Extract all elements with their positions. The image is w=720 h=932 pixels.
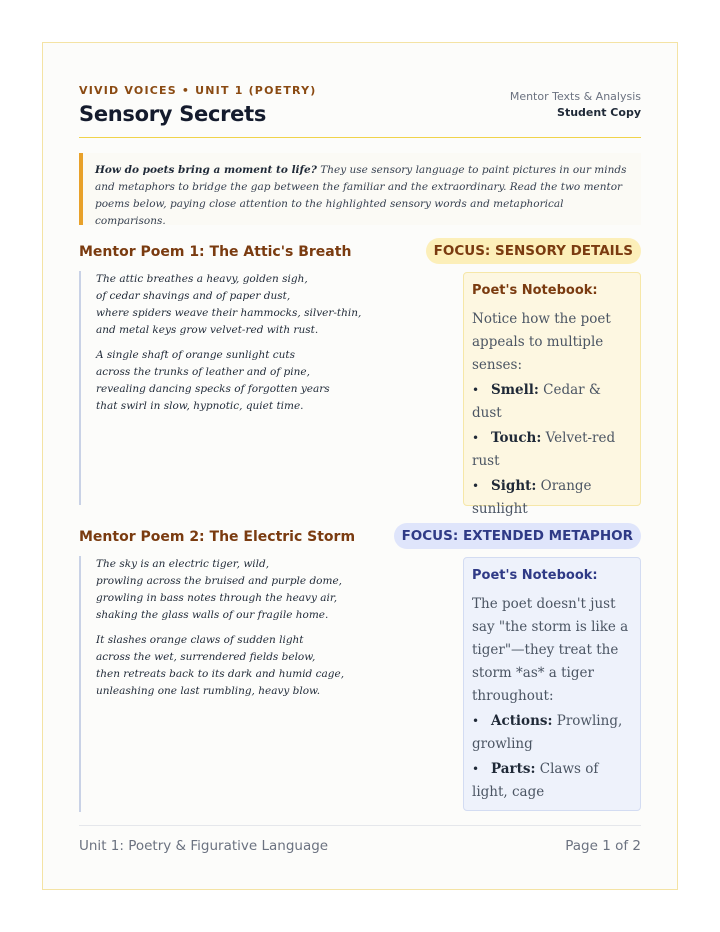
item-value: Claws of light, cage [472, 761, 599, 800]
poem-line: revealing dancing specks of forgotten years [96, 383, 330, 395]
list-item [472, 758, 632, 804]
poem-line: and metal keys grow velvet-red with rust. [96, 324, 319, 336]
page-title: Sensory Secrets [79, 102, 267, 126]
stanza [96, 632, 409, 700]
poets-notebook [463, 272, 641, 517]
item-label: Touch: [491, 430, 542, 446]
poem-line: unleashing one last rumbling, heavy blow. [96, 685, 321, 697]
item-label: Sight: [491, 478, 537, 494]
poets-notebook [463, 557, 641, 811]
poem-title: Mentor Poem 2: The Electric Storm [79, 529, 356, 545]
notebook-list [472, 710, 632, 804]
header-meta [510, 90, 641, 119]
list-item [472, 475, 632, 521]
notebook-title: Poet's Notebook: [472, 283, 598, 298]
poem-text [79, 556, 409, 812]
focus-badge: FOCUS: EXTENDED METAPHOR [394, 523, 641, 549]
poem-line: It slashes orange claws of sudden light [96, 634, 304, 646]
poem-line: prowling across the bruised and purple dome, [96, 575, 343, 587]
bullet-icon: • [472, 383, 480, 397]
poem-title: Mentor Poem 1: The Attic's Breath [79, 244, 352, 260]
notebook-title: Poet's Notebook: [472, 568, 598, 583]
bullet-icon: • [472, 431, 480, 445]
page-number: Page 1 of 2 [565, 838, 641, 854]
bullet-icon: • [472, 479, 480, 493]
poem-text [79, 271, 409, 505]
worksheet-page [42, 42, 678, 890]
item-value: Velvet-red rust [472, 430, 616, 469]
stanza [96, 271, 409, 339]
unit-eyebrow: VIVID VOICES • UNIT 1 (POETRY) [79, 84, 317, 97]
poem-line: that swirl in slow, hypnotic, quiet time. [96, 400, 304, 412]
poem-line: across the trunks of leather and of pine, [96, 366, 310, 378]
page-header [79, 84, 641, 138]
bullet-icon: • [472, 762, 480, 776]
item-label: Parts: [491, 761, 536, 777]
intro-lead: How do poets bring a moment to life? [95, 164, 317, 176]
list-item [472, 710, 632, 756]
meta-copy-label: Student Copy [557, 106, 641, 119]
poem-line: A single shaft of orange sunlight cuts [96, 349, 296, 361]
poem-line: then retreats back to its dark and humid cage, [96, 668, 345, 680]
list-item [472, 427, 632, 473]
notebook-text: Notice how the poet appeals to multiple senses: [472, 311, 611, 373]
page-footer [79, 825, 641, 854]
item-label: Actions: [491, 713, 553, 729]
item-value: Orange sunlight [472, 478, 592, 517]
poem-line: The attic breathes a heavy, golden sigh, [96, 273, 308, 285]
meta-subtitle: Mentor Texts & Analysis [509, 90, 641, 103]
intro-callout [79, 153, 641, 225]
list-item [472, 379, 632, 425]
notebook-text: The poet doesn't just say "the storm is like a tiger"—they treat the storm *as* a tiger throughout: [472, 596, 629, 704]
notebook-list [472, 379, 632, 521]
bullet-icon: • [472, 714, 480, 728]
stanza [96, 556, 409, 624]
poem-line: across the wet, surrendered fields below, [96, 651, 316, 663]
intro-body: They use sensory language to paint pictures in our minds and metaphors to bridge the gap between the familiar and the extraordinary. Read the two mentor poems below, paying close attention to the highlighted sensory words and metaphorical comparisons. [95, 164, 627, 227]
poem-line: where spiders weave their hammocks, silver-thin, [96, 307, 362, 319]
poem-line: The sky is an electric tiger, wild, [96, 558, 270, 570]
footer-unit: Unit 1: Poetry & Figurative Language [79, 838, 329, 854]
item-value: Cedar & dust [472, 382, 601, 421]
item-label: Smell: [491, 382, 539, 398]
focus-badge: FOCUS: SENSORY DETAILS [426, 238, 641, 264]
poem-line: shaking the glass walls of our fragile home. [96, 609, 329, 621]
poem-line: of cedar shavings and of paper dust, [96, 290, 291, 302]
poem-line: growling in bass notes through the heavy air, [96, 592, 338, 604]
stanza [96, 347, 409, 415]
item-value: Prowling, growling [472, 713, 623, 752]
